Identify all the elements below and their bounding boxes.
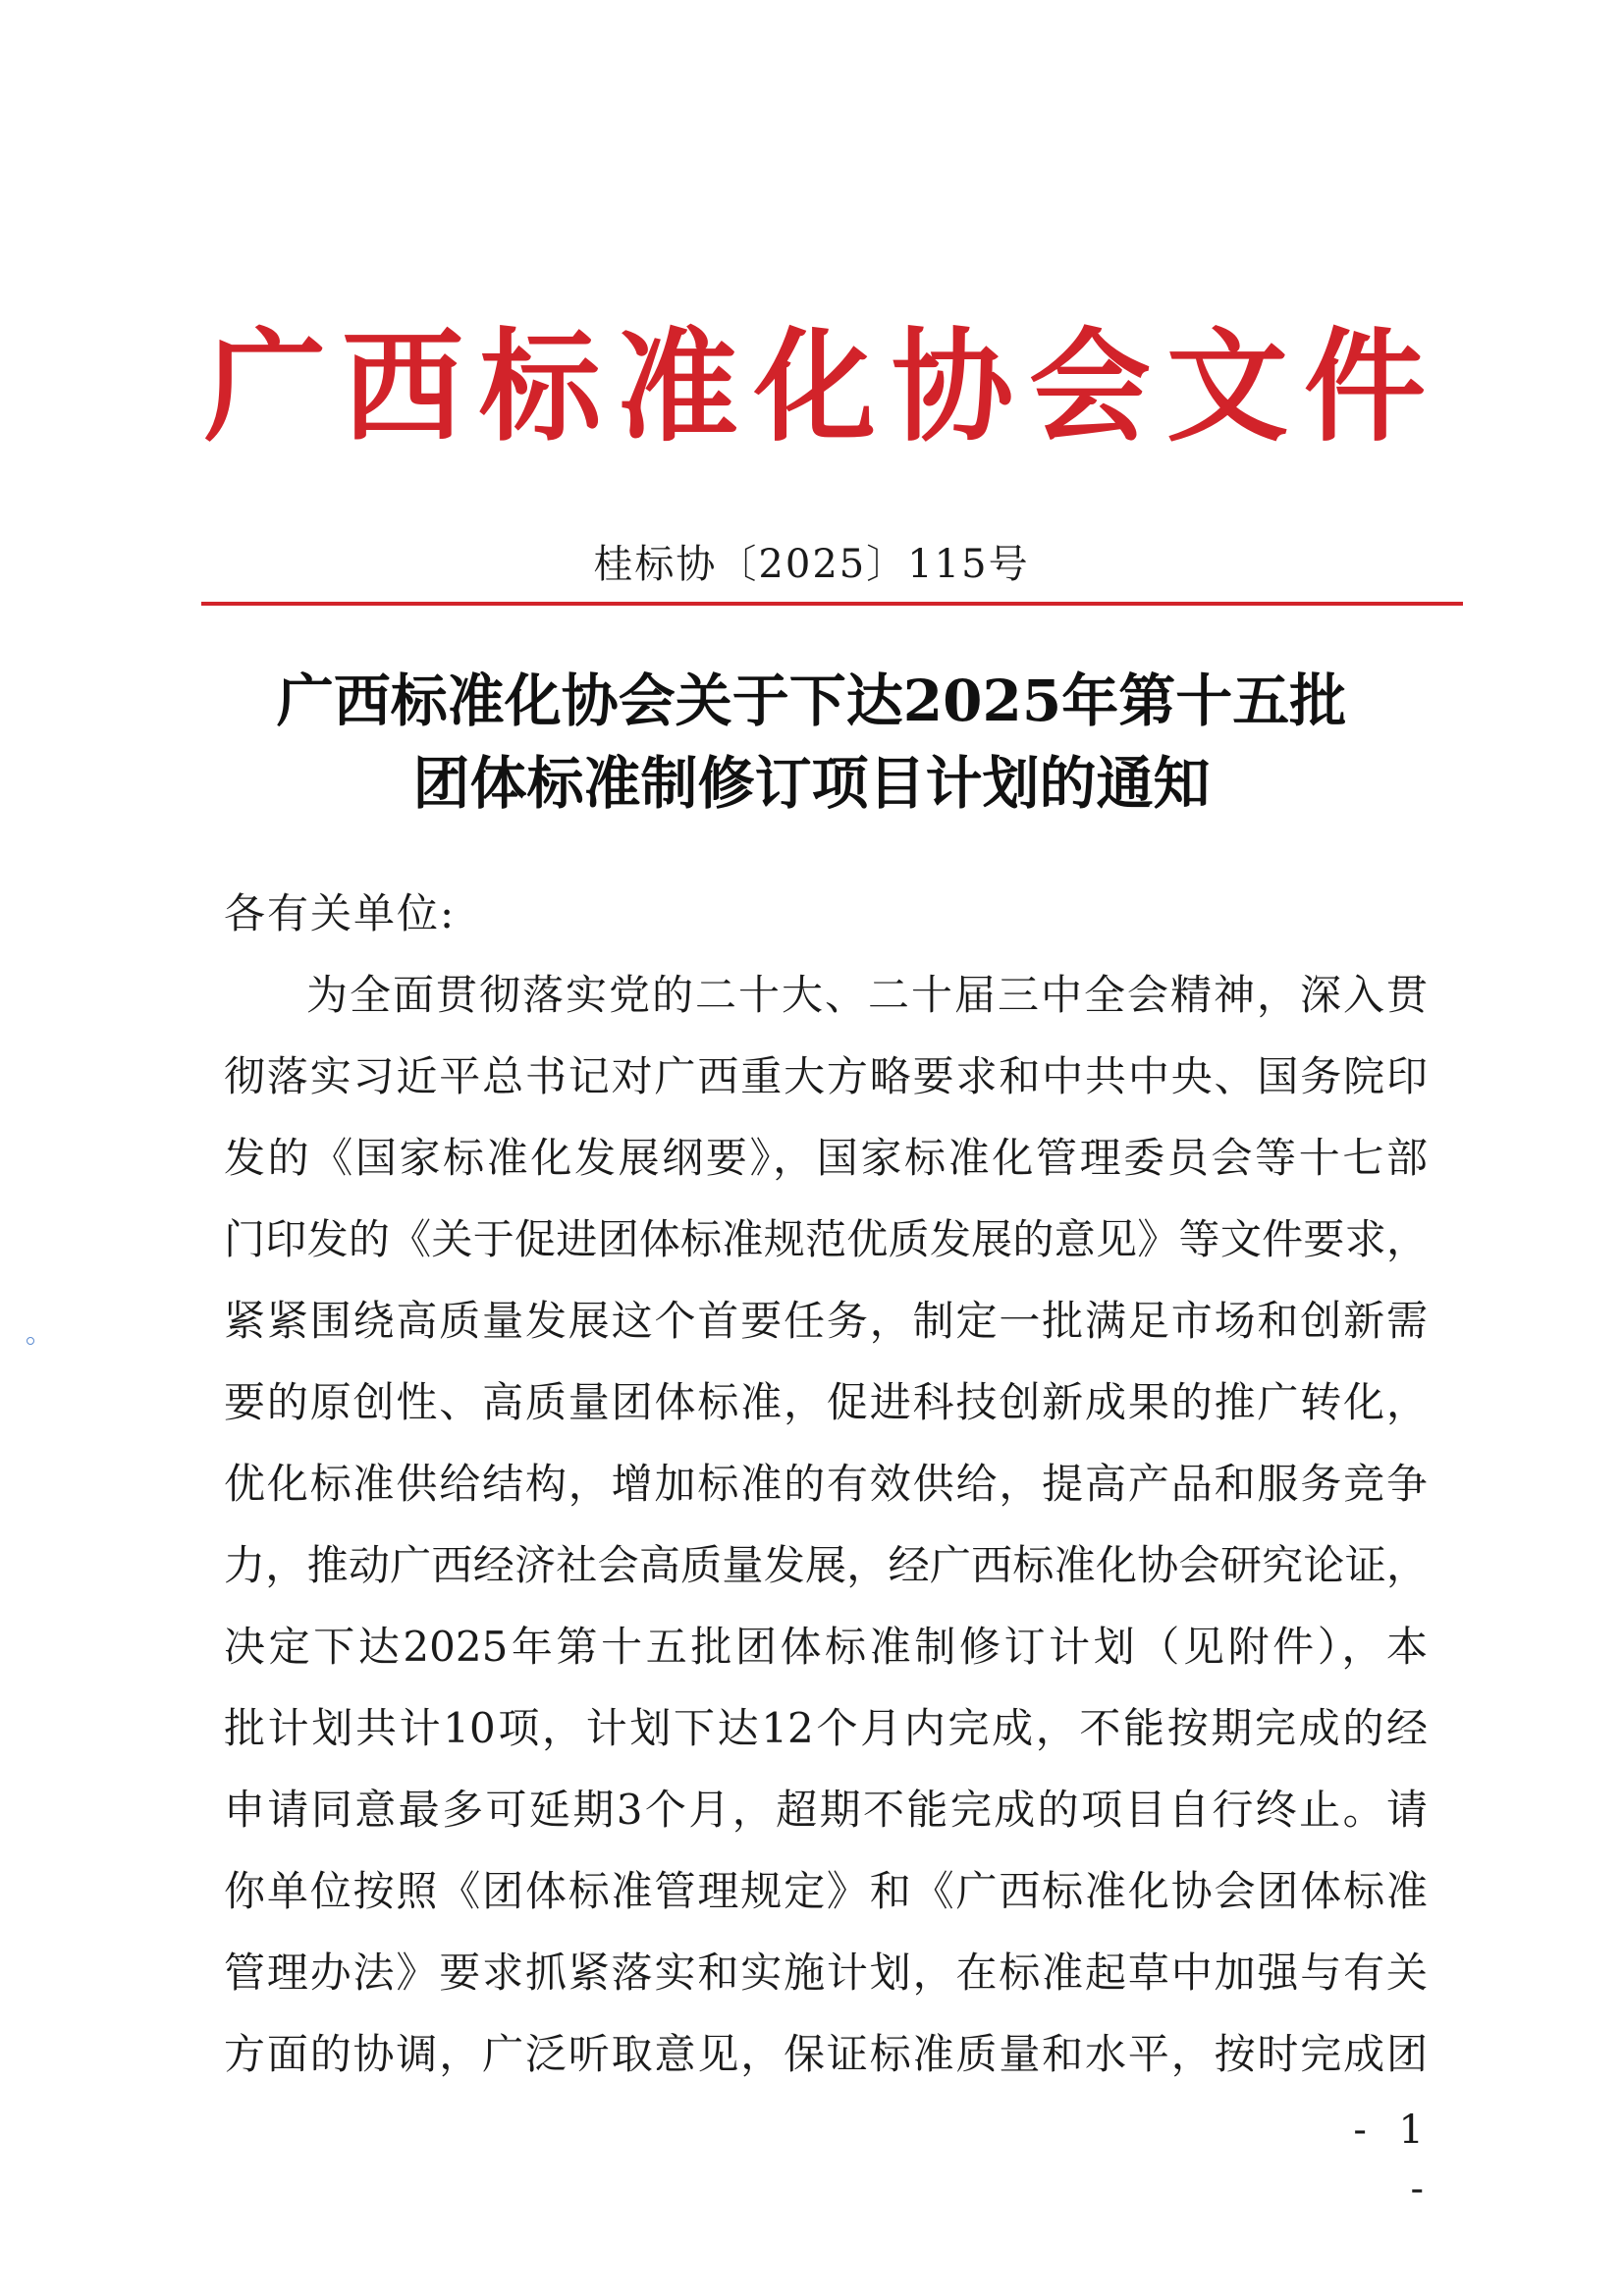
body-text-line: 方面的协调，广泛听取意见，保证标准质量和水平，按时完成团 — [224, 2030, 1428, 2078]
masthead-char: 文 — [1165, 317, 1288, 458]
masthead-char: 会 — [1028, 317, 1151, 458]
notice-title-line-2: 团体标准制修订项目计划的通知 — [412, 750, 1211, 817]
body-text-line: 紧紧围绕高质量发展这个首要任务，制定一批满足市场和创新需 — [224, 1297, 1428, 1345]
body-text-line: 为全面贯彻落实党的二十大、二十届三中全会精神，深入贯 — [306, 971, 1428, 1019]
body-text-line: 批计划共计10项，计划下达12个月内完成，不能按期完成的经 — [224, 1704, 1428, 1752]
body-text-line: 你单位按照《团体标准管理规定》和《广西标准化协会团体标准 — [224, 1867, 1428, 1915]
body-text-line: 门印发的《关于促进团体标准规范优质发展的意见》等文件要求， — [224, 1215, 1428, 1263]
masthead-char: 西 — [341, 317, 463, 458]
masthead-char: 标 — [478, 317, 601, 458]
body-text-line: 管理办法》要求抓紧落实和实施计划，在标准起草中加强与有关 — [224, 1949, 1428, 1997]
masthead-char: 广 — [203, 317, 326, 458]
body-text-line: 发的《国家标准化发展纲要》，国家标准化管理委员会等十七部 — [224, 1134, 1428, 1182]
scan-speck — [27, 1337, 34, 1345]
notice-title-line-1: 广西标准化协会关于下达2025年第十五批 — [276, 667, 1347, 734]
red-separator-line — [201, 602, 1463, 606]
masthead-char: 件 — [1303, 317, 1426, 458]
body-text-line: 优化标准供给结构，增加标准的有效供给，提高产品和服务竞争 — [224, 1460, 1428, 1508]
page-number: - 1 - — [1353, 2108, 1434, 2212]
body-text-line: 要的原创性、高质量团体标准，促进科技创新成果的推广转化， — [224, 1378, 1428, 1426]
masthead-char: 化 — [753, 317, 876, 458]
masthead-char: 协 — [891, 317, 1013, 458]
body-text-line: 力，推动广西经济社会高质量发展，经广西标准化协会研究论证， — [224, 1541, 1428, 1589]
body-text-line: 决定下达2025年第十五批团体标准制修订计划（见附件），本 — [224, 1623, 1428, 1671]
document-number: 桂标协〔2025〕115号 — [593, 542, 1030, 587]
document-masthead — [201, 314, 1429, 461]
salutation: 各有关单位: — [224, 889, 457, 937]
masthead-char: 准 — [616, 317, 738, 458]
body-text-line: 申请同意最多可延期3个月，超期不能完成的项目自行终止。请 — [224, 1786, 1428, 1834]
body-text-line: 彻落实习近平总书记对广西重大方略要求和中共中央、国务院印 — [224, 1052, 1428, 1100]
